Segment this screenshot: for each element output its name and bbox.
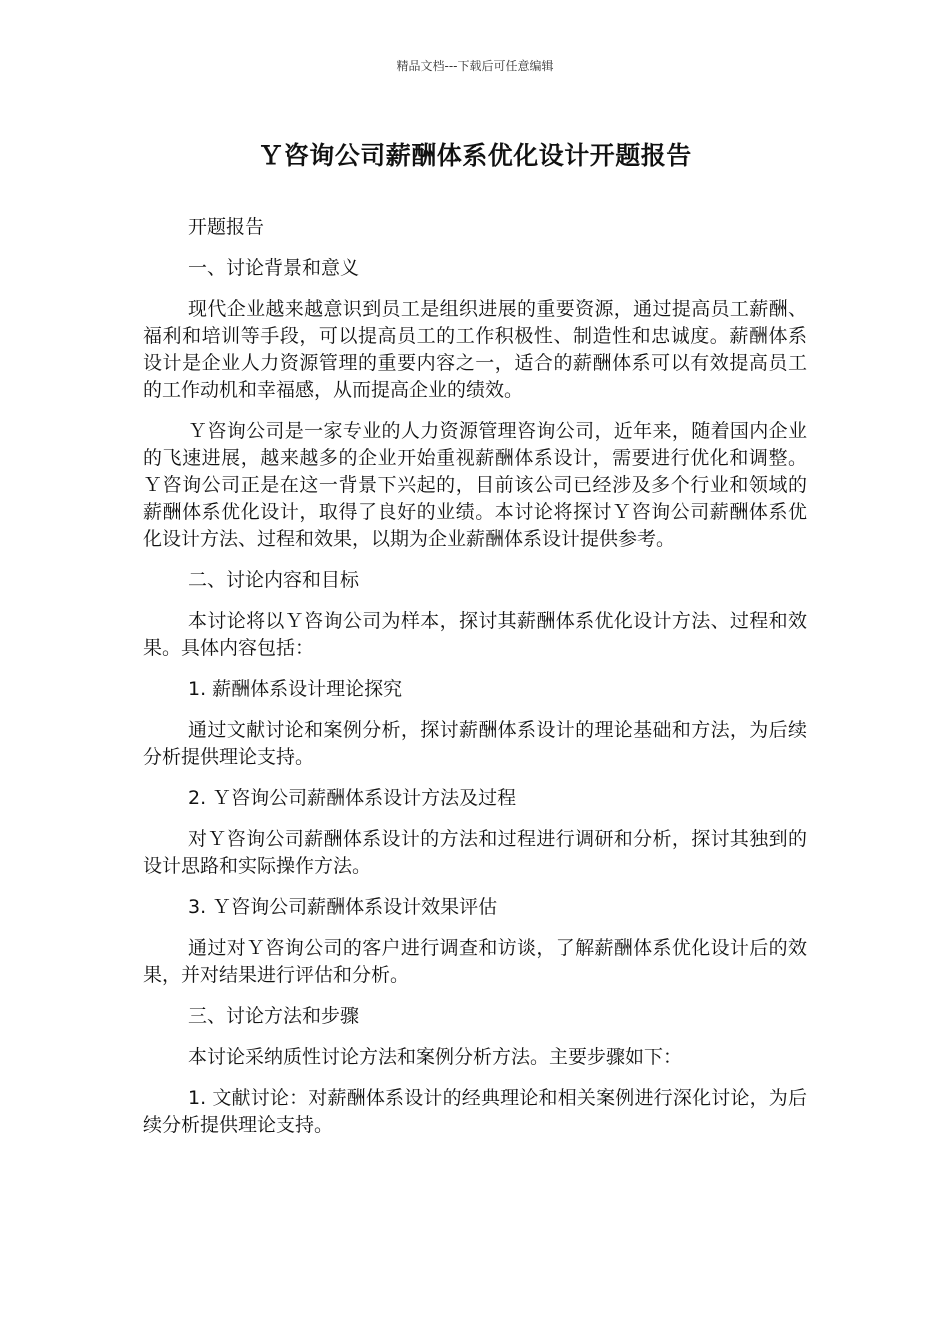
section-heading-content: 二、讨论内容和目标 [188, 569, 360, 591]
paragraph-evaluation: 通过对Ｙ咨询公司的客户进行调查和访谈，了解薪酬体系优化设计后的效果，并对结果进行评估和分析。 [143, 937, 807, 986]
list-item-literature: 1. 文献讨论：对薪酬体系设计的经典理论和相关案例进行深化讨论，为后续分析提供理论支持。 [143, 1087, 807, 1136]
document-body [143, 214, 807, 1153]
paragraph-theory: 通过文献讨论和案例分析，探讨薪酬体系设计的理论基础和方法，为后续分析提供理论支持。 [143, 719, 807, 768]
list-item-method: 2. Ｙ咨询公司薪酬体系设计方法及过程 [188, 787, 517, 809]
paragraph-methods-intro: 本讨论采纳质性讨论方法和案例分析方法。主要步骤如下： [188, 1046, 683, 1068]
paragraph-background: 现代企业越来越意识到员工是组织进展的重要资源，通过提高员工薪酬、福利和培训等手段，可以提高员工的工作积极性、制造性和忠诚度。薪酬体系设计是企业人力资源管理的重要内容之一，适合的薪酬体系可以有效提高员工的工作动机和幸福感，从而提高企业的绩效。 [143, 298, 807, 401]
document-title: Ｙ咨询公司薪酬体系优化设计开题报告 [258, 141, 692, 170]
paragraph-report-label: 开题报告 [188, 216, 265, 238]
list-item-theory: 1. 薪酬体系设计理论探究 [188, 678, 403, 700]
list-item-evaluation: 3. Ｙ咨询公司薪酬体系设计效果评估 [188, 896, 498, 918]
paragraph-company-intro: Ｙ咨询公司是一家专业的人力资源管理咨询公司，近年来，随着国内企业的飞速进展，越来越多的企业开始重视薪酬体系设计，需要进行优化和调整。Ｙ咨询公司正是在这一背景下兴起的，目前该公司已经涉及多个行业和领域的薪酬体系优化设计，取得了良好的业绩。本讨论将探讨Ｙ咨询公司薪酬体系优化设计方法、过程和效果，以期为企业薪酬体系设计提供参考。 [143, 420, 807, 550]
section-heading-methods: 三、讨论方法和步骤 [188, 1005, 360, 1027]
paragraph-method: 对Ｙ咨询公司薪酬体系设计的方法和过程进行调研和分析，探讨其独到的设计思路和实际操作方法。 [143, 828, 807, 877]
paragraph-content-intro: 本讨论将以Ｙ咨询公司为样本，探讨其薪酬体系优化设计方法、过程和效果。具体内容包括： [143, 610, 807, 659]
header-note: 精品文档---下载后可任意编辑 [396, 59, 554, 73]
section-heading-background: 一、讨论背景和意义 [188, 257, 360, 279]
